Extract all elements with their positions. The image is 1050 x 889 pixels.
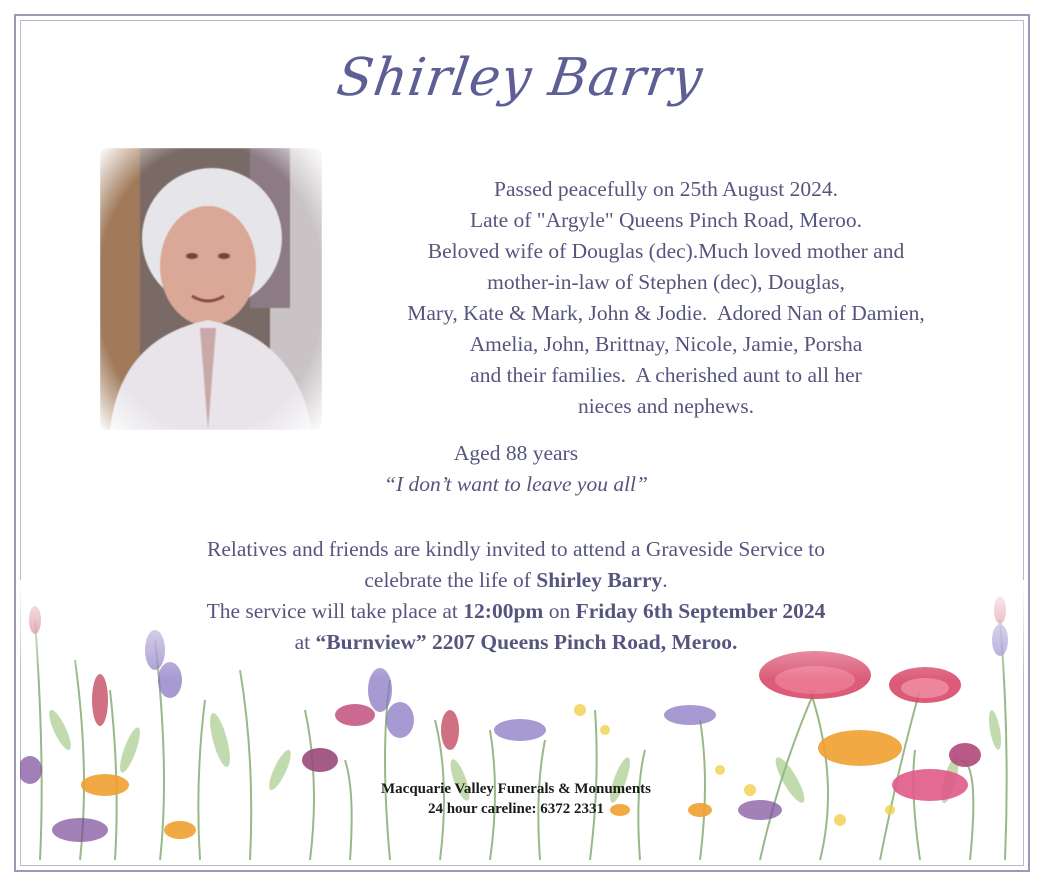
service-details [110, 534, 922, 658]
obituary-line: Late of "Argyle" Queens Pinch Road, Meroo. [469, 208, 863, 232]
service-text: celebrate the life of [364, 568, 537, 592]
service-line [110, 534, 922, 565]
service-text: The service will take place at [206, 599, 464, 623]
funeral-director-footer [330, 779, 702, 819]
service-line [110, 627, 922, 658]
service-venue: “Burnview” 2207 Queens Pinch Road, Meroo. [315, 630, 738, 654]
funeral-director-name: Macquarie Valley Funerals & Monuments [381, 781, 651, 797]
obituary-line: Beloved wife of Douglas (dec).Much loved mother and [427, 239, 905, 263]
farewell-quote: “I don’t want to leave you all” [384, 472, 648, 496]
service-name: Shirley Barry [536, 568, 663, 592]
service-date: Friday 6th September 2024 [575, 599, 826, 623]
careline-phone: 24 hour careline: 6372 2331 [427, 801, 605, 817]
deceased-name-heading: Shirley Barry [333, 48, 707, 108]
service-text: at [294, 630, 316, 654]
service-line [110, 596, 922, 627]
service-text: on [543, 599, 576, 623]
obituary-line: Amelia, John, Brittnay, Nicole, Jamie, Porsha [469, 332, 863, 356]
service-text: . [662, 568, 668, 592]
obituary-line: Mary, Kate & Mark, John & Jodie. Adored Nan of Damien, [407, 301, 925, 325]
age-text: Aged 88 years [453, 441, 579, 465]
obituary-line: and their families. A cherished aunt to all her [470, 363, 862, 387]
obituary-line: nieces and nephews. [577, 394, 755, 418]
obituary-line: Passed peacefully on 25th August 2024. [494, 177, 838, 201]
obituary-text [330, 174, 1002, 422]
service-invitation: Relatives and friends are kindly invited to attend a Graveside Service to [207, 537, 825, 561]
service-line [110, 565, 922, 596]
obituary-line: mother-in-law of Stephen (dec), Douglas, [487, 270, 845, 294]
portrait-photo [100, 148, 322, 430]
service-time: 12:00pm [463, 599, 544, 623]
